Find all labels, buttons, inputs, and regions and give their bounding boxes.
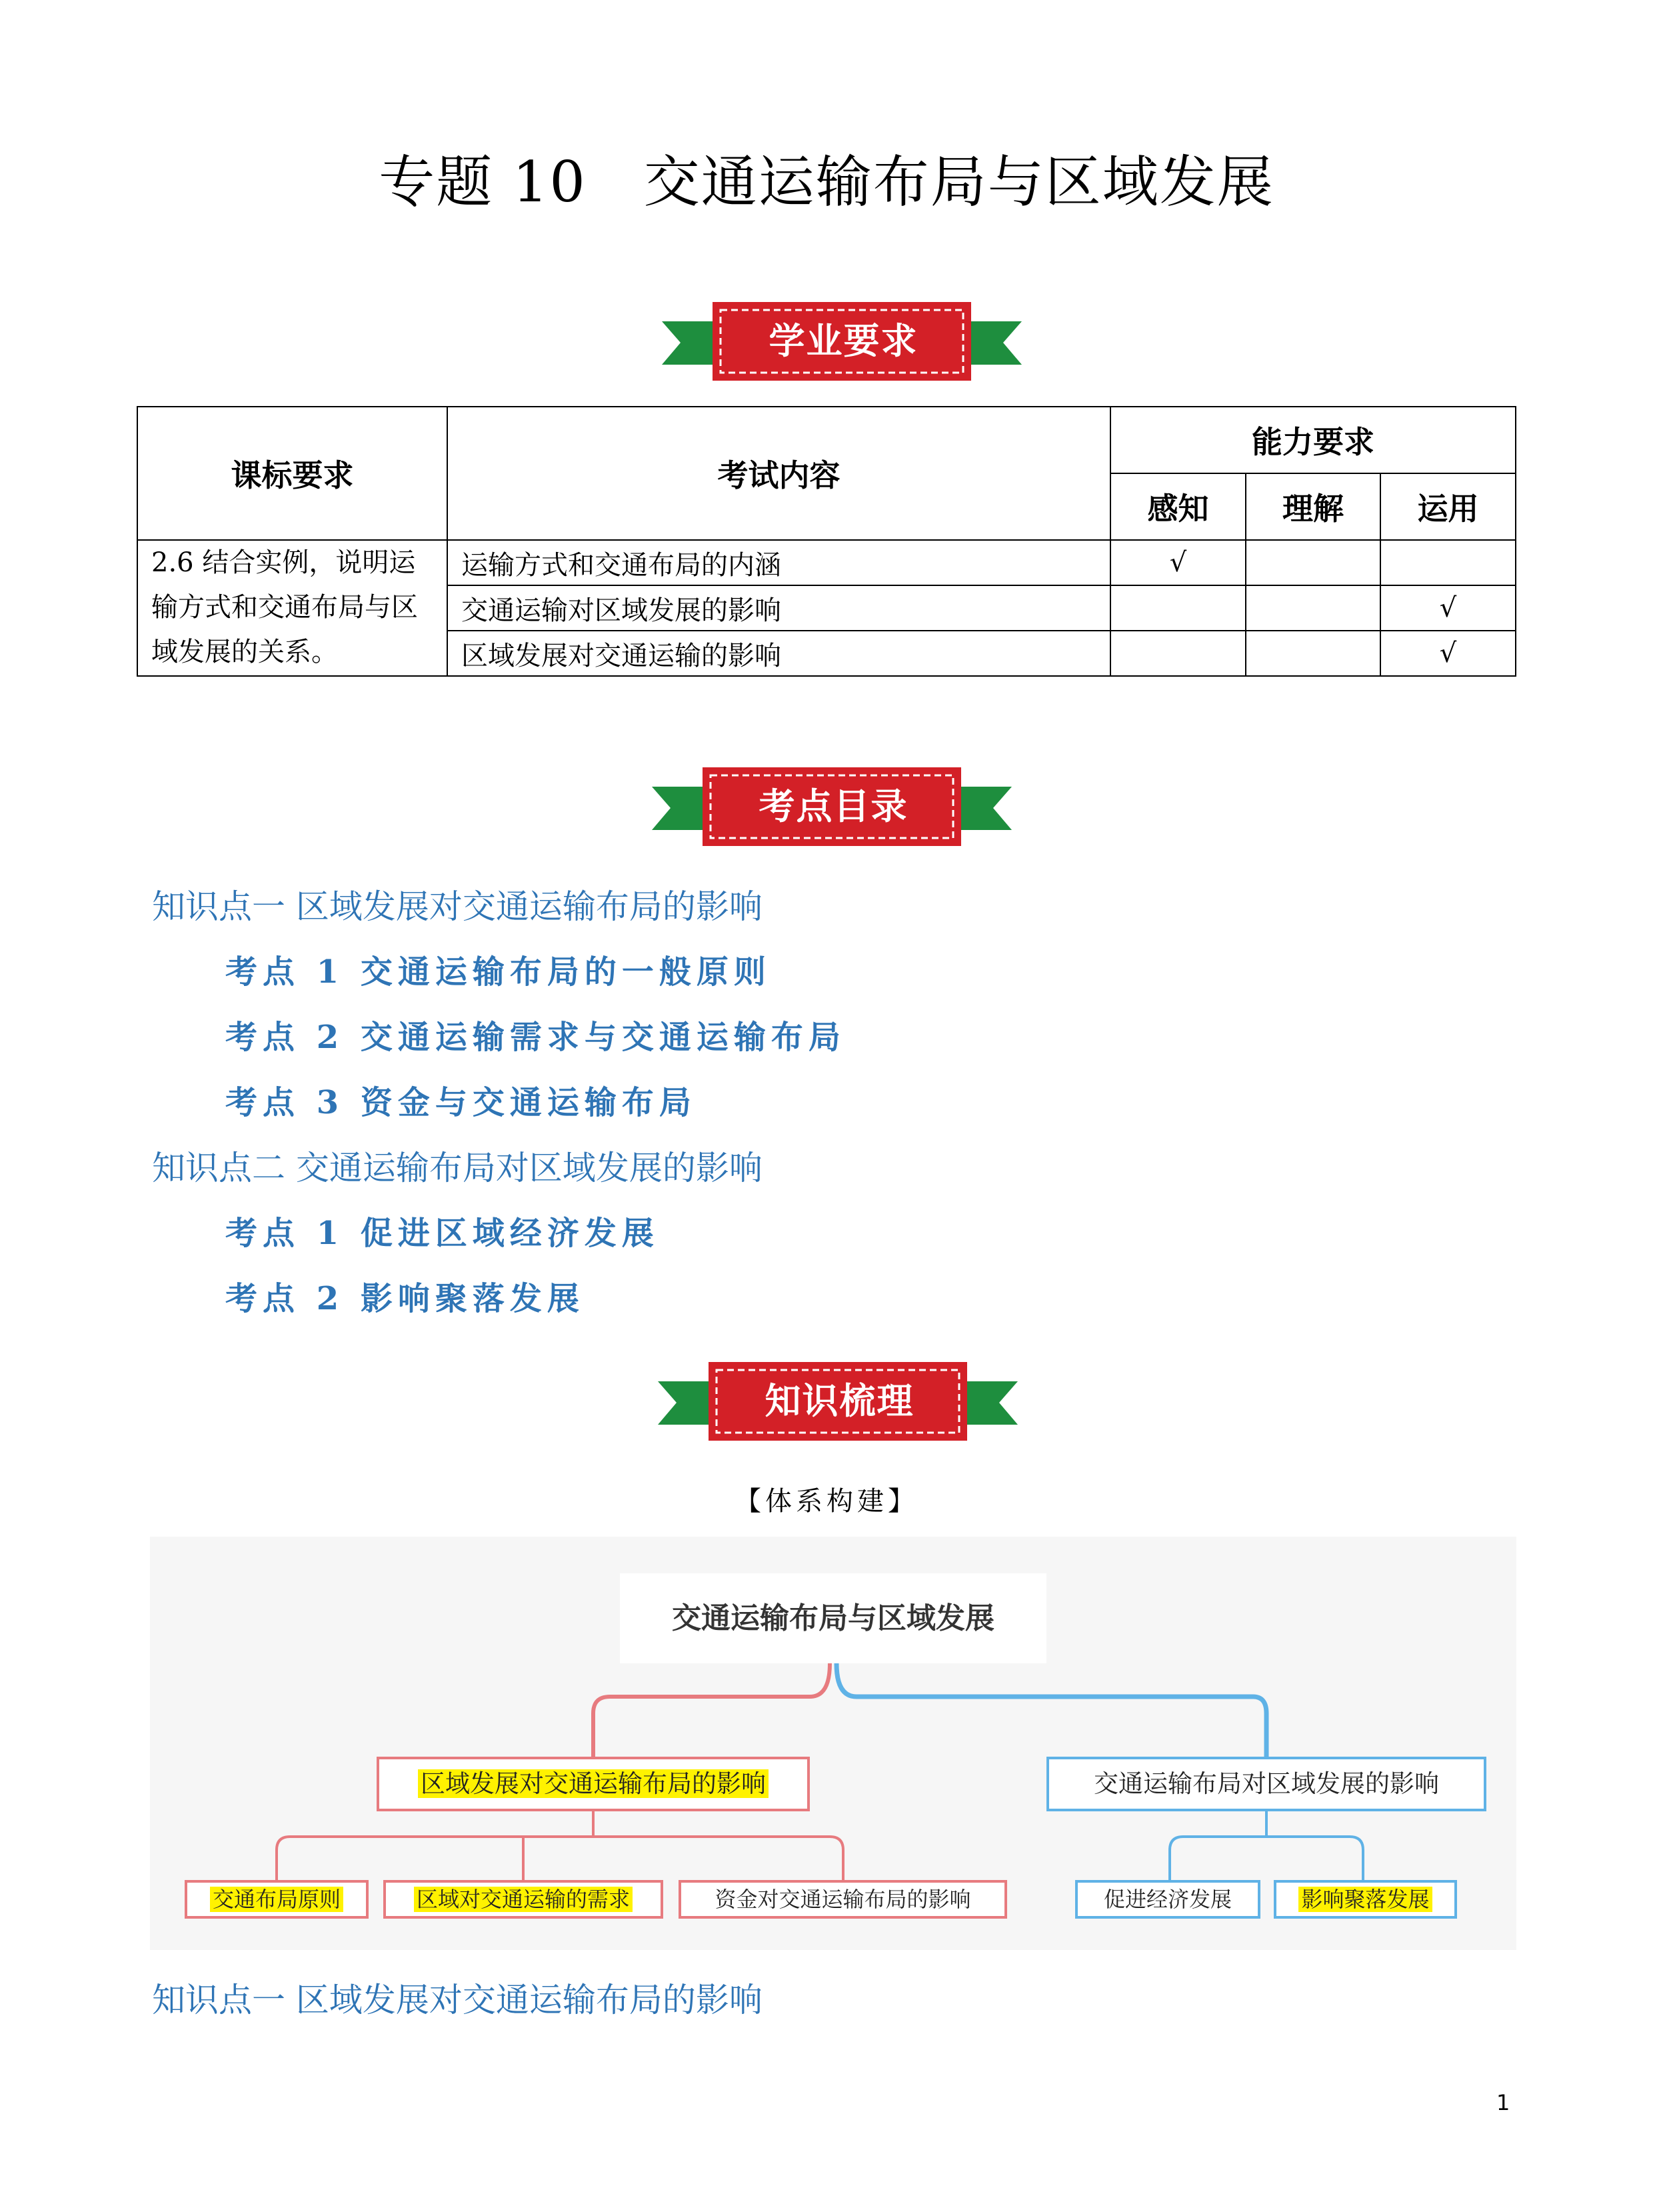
- standard-text: 2.6 结合实例，说明运输方式和交通布局与区域发展的关系。: [137, 540, 447, 676]
- check-cell: √: [1380, 585, 1516, 631]
- page-number: 1: [1496, 2090, 1510, 2115]
- check-cell: [1246, 540, 1380, 585]
- check-cell: [1110, 631, 1246, 676]
- check-cell: [1246, 585, 1380, 631]
- check-cell: √: [1380, 631, 1516, 676]
- toc-item[interactable]: 考点 2 影响聚落发展: [225, 1280, 585, 1317]
- check-cell: [1110, 585, 1246, 631]
- system-caption: 【体系构建】: [735, 1486, 918, 1517]
- mindmap-node-right: [1046, 1757, 1486, 1811]
- banner-requirements: [662, 298, 1022, 385]
- mindmap-leaf-label: 区域对交通运输的需求: [414, 1887, 633, 1912]
- header-ability-apply: 运用: [1380, 473, 1516, 540]
- mindmap: [150, 1537, 1516, 1950]
- mindmap-leaf: [679, 1880, 1007, 1919]
- content-cell: 运输方式和交通布局的内涵: [447, 540, 1110, 585]
- check-cell: [1380, 540, 1516, 585]
- mindmap-leaf: [1075, 1880, 1260, 1919]
- table-row: [137, 540, 1516, 585]
- banner-knowledge: [658, 1358, 1018, 1445]
- toc-knowledge-2[interactable]: 知识点二 交通运输布局对区域发展的影响: [152, 1149, 763, 1187]
- header-ability-understand: 理解: [1246, 473, 1380, 540]
- requirements-table: [137, 406, 1516, 677]
- header-ability-perceive: 感知: [1110, 473, 1246, 540]
- mindmap-leaf: [185, 1880, 369, 1919]
- toc-item[interactable]: 考点 1 促进区域经济发展: [225, 1215, 659, 1252]
- header-ability: 能力要求: [1110, 407, 1516, 473]
- mindmap-leaf-label: 影响聚落发展: [1298, 1887, 1432, 1912]
- check-cell: √: [1110, 540, 1246, 585]
- mindmap-leaf-label: 资金对交通运输布局的影响: [715, 1887, 971, 1912]
- toc-knowledge-1[interactable]: 知识点一 区域发展对交通运输布局的影响: [152, 887, 763, 926]
- mindmap-node-label: 区域发展对交通运输布局的影响: [418, 1769, 769, 1798]
- header-standard: 课标要求: [137, 407, 447, 540]
- toc-item[interactable]: 考点 3 资金与交通运输布局: [225, 1084, 697, 1121]
- mindmap-leaf: [383, 1880, 663, 1919]
- mindmap-leaf-label: 促进经济发展: [1103, 1887, 1232, 1912]
- toc-item[interactable]: 考点 2 交通运输需求与交通运输布局: [225, 1019, 846, 1056]
- check-cell: [1246, 631, 1380, 676]
- section-heading: 知识点一 区域发展对交通运输布局的影响: [152, 1981, 763, 2019]
- mindmap-node-label: 交通运输布局对区域发展的影响: [1094, 1769, 1439, 1798]
- mindmap-root: 交通运输布局与区域发展: [620, 1573, 1046, 1663]
- content-cell: 交通运输对区域发展的影响: [447, 585, 1110, 631]
- banner-label: 考点目录: [759, 785, 908, 827]
- mindmap-leaf-label: 交通布局原则: [210, 1887, 343, 1912]
- banner-label: 知识梳理: [765, 1380, 914, 1422]
- toc-item[interactable]: 考点 1 交通运输布局的一般原则: [225, 953, 771, 991]
- mindmap-leaf: [1274, 1880, 1457, 1919]
- mindmap-node-left: [377, 1757, 810, 1811]
- header-content: 考试内容: [447, 407, 1110, 540]
- content-cell: 区域发展对交通运输的影响: [447, 631, 1110, 676]
- banner-label: 学业要求: [769, 320, 918, 362]
- page-title: 专题 10 交通运输布局与区域发展: [379, 149, 1274, 215]
- banner-catalog: [652, 763, 1012, 850]
